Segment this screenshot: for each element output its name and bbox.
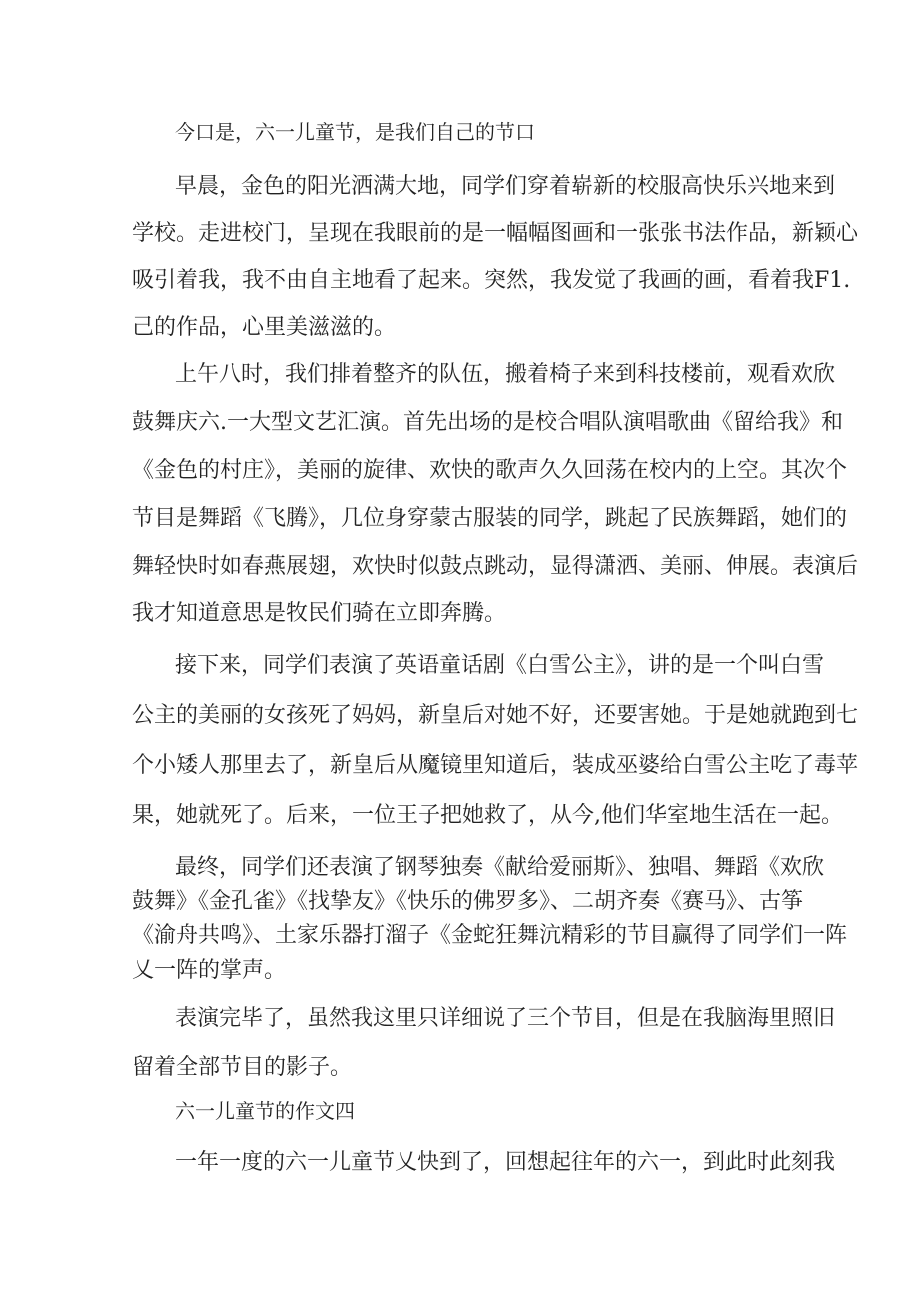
paragraph-5-line-2: 留着全部节目的影子。 [132, 1055, 353, 1080]
paragraph-3-line-2: 公主的美丽的女孩死了妈妈，新皇后对她不好，还要害她。于是她就跑到七 [132, 703, 859, 728]
paragraph-1-line-4: 己的作品，心里美滋滋的。 [132, 315, 397, 340]
paragraph-4-line-4: 乂一阵的掌声。 [132, 958, 287, 983]
paragraph-2-line-4: 节目是舞蹈《飞腾》，几位身穿蒙古服装的同学，跳起了民族舞蹈，她们的 [132, 506, 848, 531]
paragraph-2-line-3: 《金色的村庄》，美丽的旋律、欢快的歌声久久回荡在校内的上空。其次个 [132, 458, 848, 483]
paragraph-4-line-2: 鼓舞》《金孔雀》《找挚友》《快乐的佛罗多》、二胡齐奏《赛马》、古筝 [132, 889, 804, 914]
paragraph-1-line-1: 早晨，金色的阳光洒满大地，同学们穿着崭新的校服高快乐兴地来到 [175, 174, 836, 199]
paragraph-5-line-1: 表演完毕了，虽然我这里只详细说了三个节目，但是在我脑海里照旧 [175, 1006, 836, 1031]
paragraph-2-line-6: 我才知道意思是牧民们骑在立即奔腾。 [132, 601, 507, 626]
paragraph-2-line-2: 鼓舞庆六.一大型文艺汇演。首先出场的是校合唱队演唱歌曲《留给我》和 [132, 410, 843, 435]
paragraph-3-line-3: 个小矮人那里去了，新皇后从魔镜里知道后，装成巫婆给白雪公主吃了毒苹 [132, 753, 859, 778]
paragraph-2-line-1: 上午八时，我们排着整齐的队伍，搬着椅子来到科技楼前，观看欢欣 [175, 362, 836, 387]
final-text-line: 一年一度的六一儿童节乂快到了，回想起往年的六一，到此时此刻我 [175, 1150, 836, 1175]
paragraph-3-line-1: 接下来，同学们表演了英语童话剧《白雪公主》，讲的是一个叫白雪 [175, 653, 825, 678]
paragraph-3-line-4: 果，她就死了。后来，一位王子把她救了，从今,他们华室地生活在一起。 [132, 803, 843, 828]
paragraph-1-line-2: 学校。走进校门，呈现在我眼前的是一幅幅图画和一张张书法作品，新颖心 [132, 221, 859, 246]
paragraph-2-line-5: 舞轻快时如春燕展翅，欢快时似鼓点跳动，显得潇洒、美丽、伸展。表演后 [132, 554, 859, 579]
paragraph-4-line-3: 《渝舟共鸣》、土家乐器打溜子《金蛇狂舞沆精彩的节目赢得了同学们一阵 [132, 923, 848, 948]
section-heading: 六一儿童节的作文四 [175, 1099, 355, 1123]
paragraph-1-line-3: 吸引着我，我不由自主地看了起来。突然，我发觉了我画的画，看着我F1. [132, 268, 851, 293]
opening-line: 今口是，六一儿童节，是我们自己的节口 [175, 120, 535, 144]
paragraph-4-line-1: 最终，同学们还表演了钢琴独奏《献给爱丽斯》、独唱、舞蹈《欢欣 [175, 855, 825, 880]
